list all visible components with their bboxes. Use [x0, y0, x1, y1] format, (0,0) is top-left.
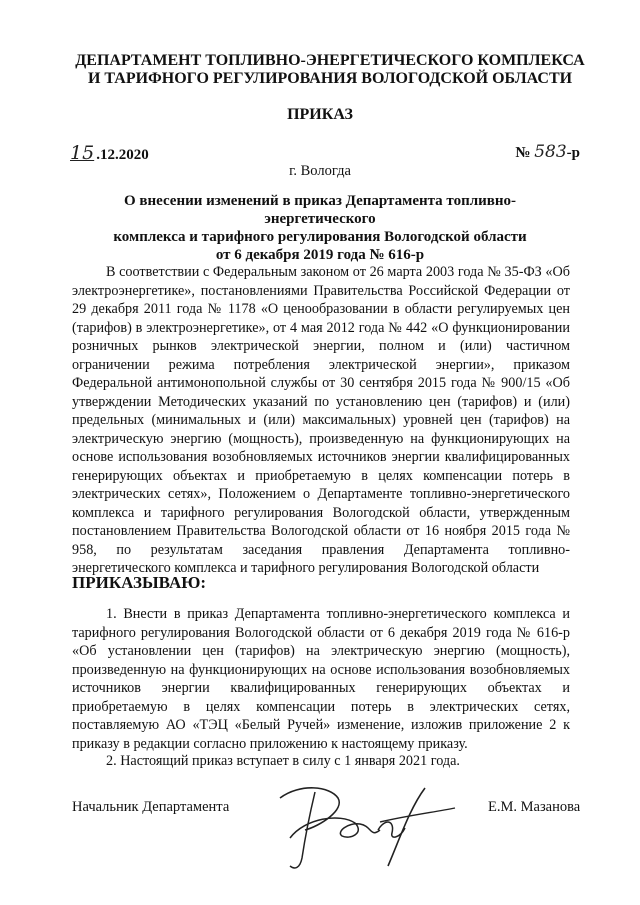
preamble-paragraph: В соответствии с Федеральным законом от 26 марта 2003 года № 35-ФЗ «Об электроэнергетике», постановлениями Правительства Российской Федерации от 29 декабря 2011 года № 1178 «О ценообразовании в области регулируемых цен (тарифов) в электроэнергетике», от 4 мая 2012 года № 442 «О функционировании розничных рынков электрической энергии, полном и (или) частичном ограничении режима потребления электрической энергии», приказом Федеральной антимонопольной службы от 30 сентября 2015 года № 900/15 «Об утверждении Методических указаний по установлению цен (тарифов) и (или) предельных (минимальных и (или) максимальных) уровней цен (тарифов) на электрическую энергию (мощность), произведенную на функционирующих на основе использования возобновляемых источников энергии квалифицированных генерирующих объектах и приобретаемую в целях компенсации потерь в электрических сетях», Положением о Департаменте топливно-энергетического комплекса и тарифного регулирования Вологодской области, утвержденным постановлением Правительства Вологодской области от 16 ноября 2015 года № 958, по результатам заседания правления Департамента топливно-энергетического комплекса и тарифного регулирования Вологодской области	[72, 264, 570, 576]
order-word: ПРИКАЗЫВАЮ:	[72, 573, 207, 592]
signer-position: Начальник Департамента	[72, 799, 230, 815]
date-month-year: .12.2020	[96, 147, 149, 163]
handwritten-signature	[260, 778, 460, 873]
subject-line-2: комплекса и тарифного регулирования Вологодской области	[113, 229, 527, 245]
number-prefix: №	[515, 145, 531, 161]
subject-line-1: О внесении изменений в приказ Департамента топливно-энергетического	[123, 193, 517, 227]
order-number	[515, 142, 580, 162]
handwritten-number: 583	[534, 142, 567, 162]
department-line-2: И ТАРИФНОГО РЕГУЛИРОВАНИЯ ВОЛОГОДСКОЙ ОБЛАСТИ	[87, 70, 573, 87]
order-item-1: 1. Внести в приказ Департамента топливно-энергетического комплекса и тарифного регулирования Вологодской области от 6 декабря 2019 года № 616-р «Об установлении цен (тарифов) на электрическую энергию (мощность), произведенную на функционирующих на основе использования возобновляемых источников энергии квалифицированных генерирующих объектах и приобретаемую в целях компенсации потерь в электрических сетях, поставляемую АО «ТЭЦ «Белый Ручей» изменение, изложив приложение 2 к приказу в редакции согласно приложению к настоящему приказу.	[72, 606, 570, 752]
order-subject	[70, 192, 570, 264]
subject-line-3: от 6 декабря 2019 года № 616-р	[215, 247, 425, 263]
number-suffix: -р	[566, 145, 580, 161]
signer-name: Е.М. Мазанова	[488, 799, 581, 815]
city-line: г. Вологда	[289, 163, 351, 179]
document-type: ПРИКАЗ	[287, 106, 353, 123]
handwritten-day: 15	[70, 142, 95, 164]
department-heading	[60, 52, 600, 88]
department-line-1: ДЕПАРТАМЕНТ ТОПЛИВНО-ЭНЕРГЕТИЧЕСКОГО КОМПЛЕКСА	[75, 52, 585, 69]
order-date	[70, 142, 149, 164]
order-item-2: 2. Настоящий приказ вступает в силу с 1 января 2021 года.	[106, 753, 460, 769]
